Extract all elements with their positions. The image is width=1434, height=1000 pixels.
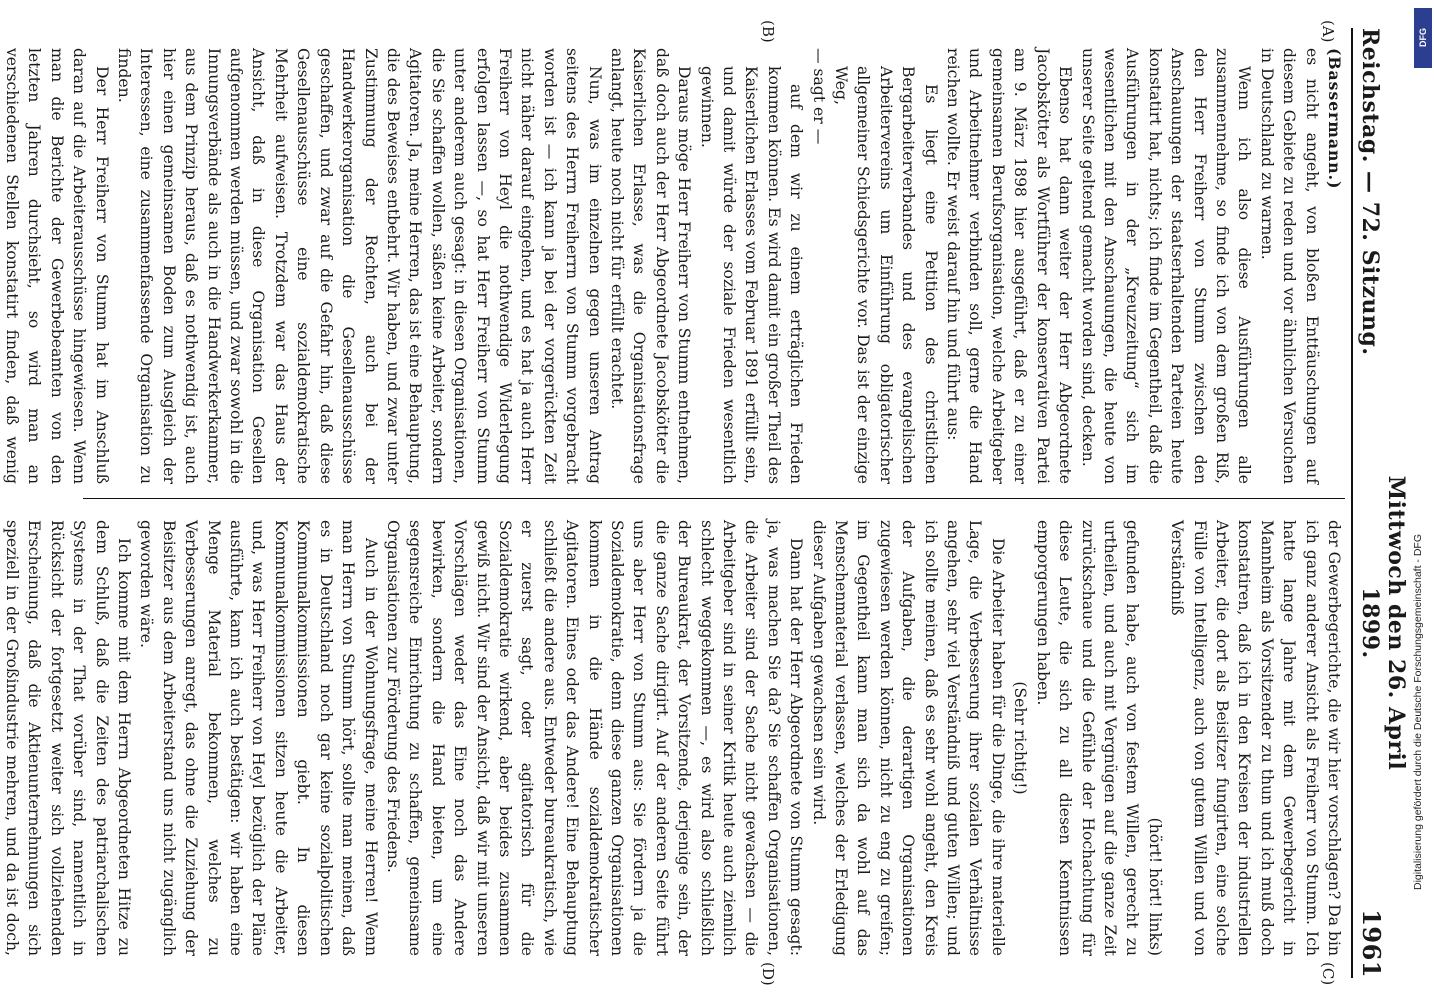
margin-marker-a: (A) (1319, 20, 1337, 43)
paragraph: Die Arbeiter haben für die Dinge, die ihre materielle Lage, die Verbesserung ihrer sozialen Verhältnisse angehen, sehr viel Verständniß und guten Willen; und ich sollte meinen, daß es sehr wohl angeht, den Kreis der Aufgaben, die derartigen Organisationen zugewiesen werden können, nicht zu eng zu greifen; im Gegentheil kann man sich da wohl auf das Menschenmaterial verlassen, welches der Erledigung dieser Aufgaben gewachsen sein wird. (809, 520, 1007, 956)
paragraph: Ich komme mit dem Herrn Abgeordneten Hitze zu dem Schluß, daß die Zeiten des patriarchalischen Systems in der That vorüber sind, namentlich in Rücksicht der fortgesetzt weiter sich vollziehenden Erscheinung, daß die Aktienunternehmungen sich speziell in der Großindustrie mehren, und da ist doch, (3, 520, 134, 956)
header-rule (1351, 28, 1353, 978)
paragraph: Auch in der Wohnungsfrage, meine Herren! Wenn man Herrn von Stumm hört, sollte man meinen, daß es in Deutschland noch gar keine sozialpolitischen Kommunalkommissionen giebt. In diesen Kommunalkommissionen sitzen heute die Arbeiter, und, was Herr Freiherr von Heyl bezüglich der Pläne ausführte, kann ich auch bestätigen: wir haben eine Menge Material bekommen, welches zu Verbesserungen anregt, das ohne die Zuziehung der Beisitzer aus dem Arbeiterstand uns nicht zugänglich geworden wäre. (137, 520, 380, 956)
interjection: (hört! hört! links) (1145, 817, 1164, 956)
paragraph: Nun, was im einzelnen gegen unseren Antrag seitens des Herrn Freiherrn von Stumm vorgebracht worden ist — ich kann ja bei der vorgerückten Zeit nicht näher darauf eingehen, und es hat ja auch Herr Freiherr von Heyl die nothwendige Widerlegung erfolgen lassen —, so hat Herr Freiherr von Stumm unter anderem auch gesagt: in diesen Organisationen, die Sie schaffen wollen, säßen keine Arbeiter, sondern Agitatoren. Ja, meine Herren, das ist eine Behauptung, die des Beweises entbehrt. Wir haben, und zwar unter Zustimmung der Rechten, auch bei der Handwerkerorganisation die Gesellenausschüsse geschaffen, und zwar auf die Gefahr hin, daß diese Gesellenausschüsse eine sozialdemokratische Mehrheit aufweisen. Trotzdem war das Haus der Ansicht, daß in diese Organisation Gesellen aufgenommen werden müssen, und zwar sowohl in die Innungsverbände als auch in die Handwerkerkammer, aus dem Prinzip heraus, daß es nothwendig ist, auch hier einen gemeinsamen Boden zum Ausgleich der Interessen, eine zusammenfassende Organisation zu finden. (115, 48, 604, 484)
margin-marker-d: (D) (759, 962, 777, 986)
digitization-credit: Digitalisierung gefördert durch die Deutsche Forschungsgemeinschaft - DFG (1412, 533, 1424, 890)
interjection: (Sehr richtig!) (1011, 681, 1030, 795)
paragraph: Der Herr Freiherr von Stumm hat im Anschluß daran auf die Arbeiterausschüsse hingewiesen. Wenn man die Berichte der Gewerbebeamten von den letzten Jahren durchsieht, so wird man an verschiedenen Stellen konstatirt finden, daß wenig (3, 48, 111, 484)
header-date: Mittwoch den 26. April 1899. (1357, 475, 1409, 771)
page-number: 1961 (1357, 909, 1386, 978)
paragraph: der Gewerbegerichte, die wir hier vorschlagen? Da bin ich ganz anderer Ansicht als Freiherr von Stumm. Ich hatte lange Jahre mit dem Gewerbegericht in Mannheim als Vorsitzender zu thun und ich muß doch konstatiren, daß ich in den Kreisen der industriellen Arbeiter, die dort als Beisitzer fungirten, eine solche Fülle von Intelligenz, auch von gutem Willen und von Verständniß (1168, 520, 1343, 957)
margin-marker-c: (C) (1319, 962, 1337, 986)
paragraph: Ebenso hat dann weiter der Herr Abgeordnete Jacobskötter als Wortführer der konservativen Partei am 9. März 1898 hier ausgeführt, daß er zu einer gemeinsamen Berufsorganisation, welche Arbeitgeber und Arbeitnehmer verbinden soll, gerne die Hand reichen wollte. Er weist darauf hin und führt aus: (944, 48, 1075, 484)
header-title: Reichstag. — 72. Sitzung. (1357, 28, 1383, 356)
quote-paragraph: Es liegt eine Petition des christlichen Bergarbeiterverbandes und des evangelischen Arbeitervereins um Einführung obligatorischer allgemeiner Schiedsgerichte vor. Das ist der einzige Weg, (832, 66, 940, 484)
column-divider (83, 498, 1345, 499)
left-column (3, 48, 1345, 484)
right-column (3, 520, 1345, 957)
speaker-name: (Bassermann.) (1325, 48, 1344, 190)
margin-marker-b: (B) (759, 20, 777, 43)
paragraph: Daraus möge Herr Freiherr von Stumm entnehmen, daß doch auch der Herr Abgeordnete Jacobskötter die Kaiserlichen Erlasse, was die Organisationsfrage anlangt, heute noch nicht für erfüllt erachtet. (608, 48, 694, 484)
dfg-logo: DFG (1414, 8, 1432, 68)
paragraph: es nicht angeht, von bloßen Enttäuschungen auf diesem Gebiete zu reden und vor ähnlichen Versuchen in Deutschland zu warnen. (1257, 48, 1321, 484)
paragraph: Dann hat der Herr Abgeordnete von Stumm gesagt: ja, was machen Sie da? Sie schaffen Organisationen, die Arbeiter sind der Sache nicht gewachsen — die Arbeitgeber sind in seiner Kritik heute auch ziemlich schlecht weggekommen —, es wird also schließlich der Bureaukrat, der Vorsitzende, derjenige sein, der die ganze Sache dirigirt. Auf der anderen Seite führt uns aber Herr von Stumm aus: Sie fördern ja die Sozialdemokratie, denn diese ganzen Organisationen kommen in die Hände sozialdemokratischer Agitatoren. Eines oder das Andere! Eine Behauptung schließt die andere aus. Entweder bureaukratisch, wie er zuerst sagt, oder agitatorisch für die Sozialdemokratie wirkend, aber beides zusammen gewiß nicht. Wir sind der Ansicht, daß wir mit unseren Vorschlägen weder das Eine noch das Andere bewirken, sondern die Hand bieten, um eine segensreiche Einrichtung zu schaffen, gemeinsame Organisationen zur Förderung des Friedens. (383, 520, 806, 956)
rotated-newspaper-page (3, 0, 1417, 1000)
page-header (1357, 28, 1409, 978)
quote-paragraph: auf dem wir zu einem erträglichen Frieden kommen können. Es wird damit ein großer Theil des Kaiserlichen Erlasses vom Februar 1891 erfüllt sein, und damit würde der soziale Frieden wesentlich gewinnen. (697, 66, 806, 484)
paragraph: gefunden habe, auch von festem Willen, gerecht zu urtheilen, und auch mit Vergnügen auf die ganze Zeit zurückschaue und die Gefühle der Hochachtung für diese Leute, die sich zu all diesen Kenntnissen emporgerungen haben. (1033, 520, 1142, 956)
interjection: — sagt er — (809, 48, 828, 145)
paragraph: Wenn ich also diese Ausführungen alle zusammennehme, so finde ich von dem großen Riß, den Herr Freiherr von Stumm zwischen den Anschauungen der staatserhaltenden Parteien heute konstatirt hat, nichts; ich finde im Gegentheil, daß die Ausführungen in der „Kreuzzeitung“ sich im wesentlichen mit den Anschauungen, die heute von unserer Seite geltend gemacht worden sind, decken. (1078, 48, 1254, 484)
